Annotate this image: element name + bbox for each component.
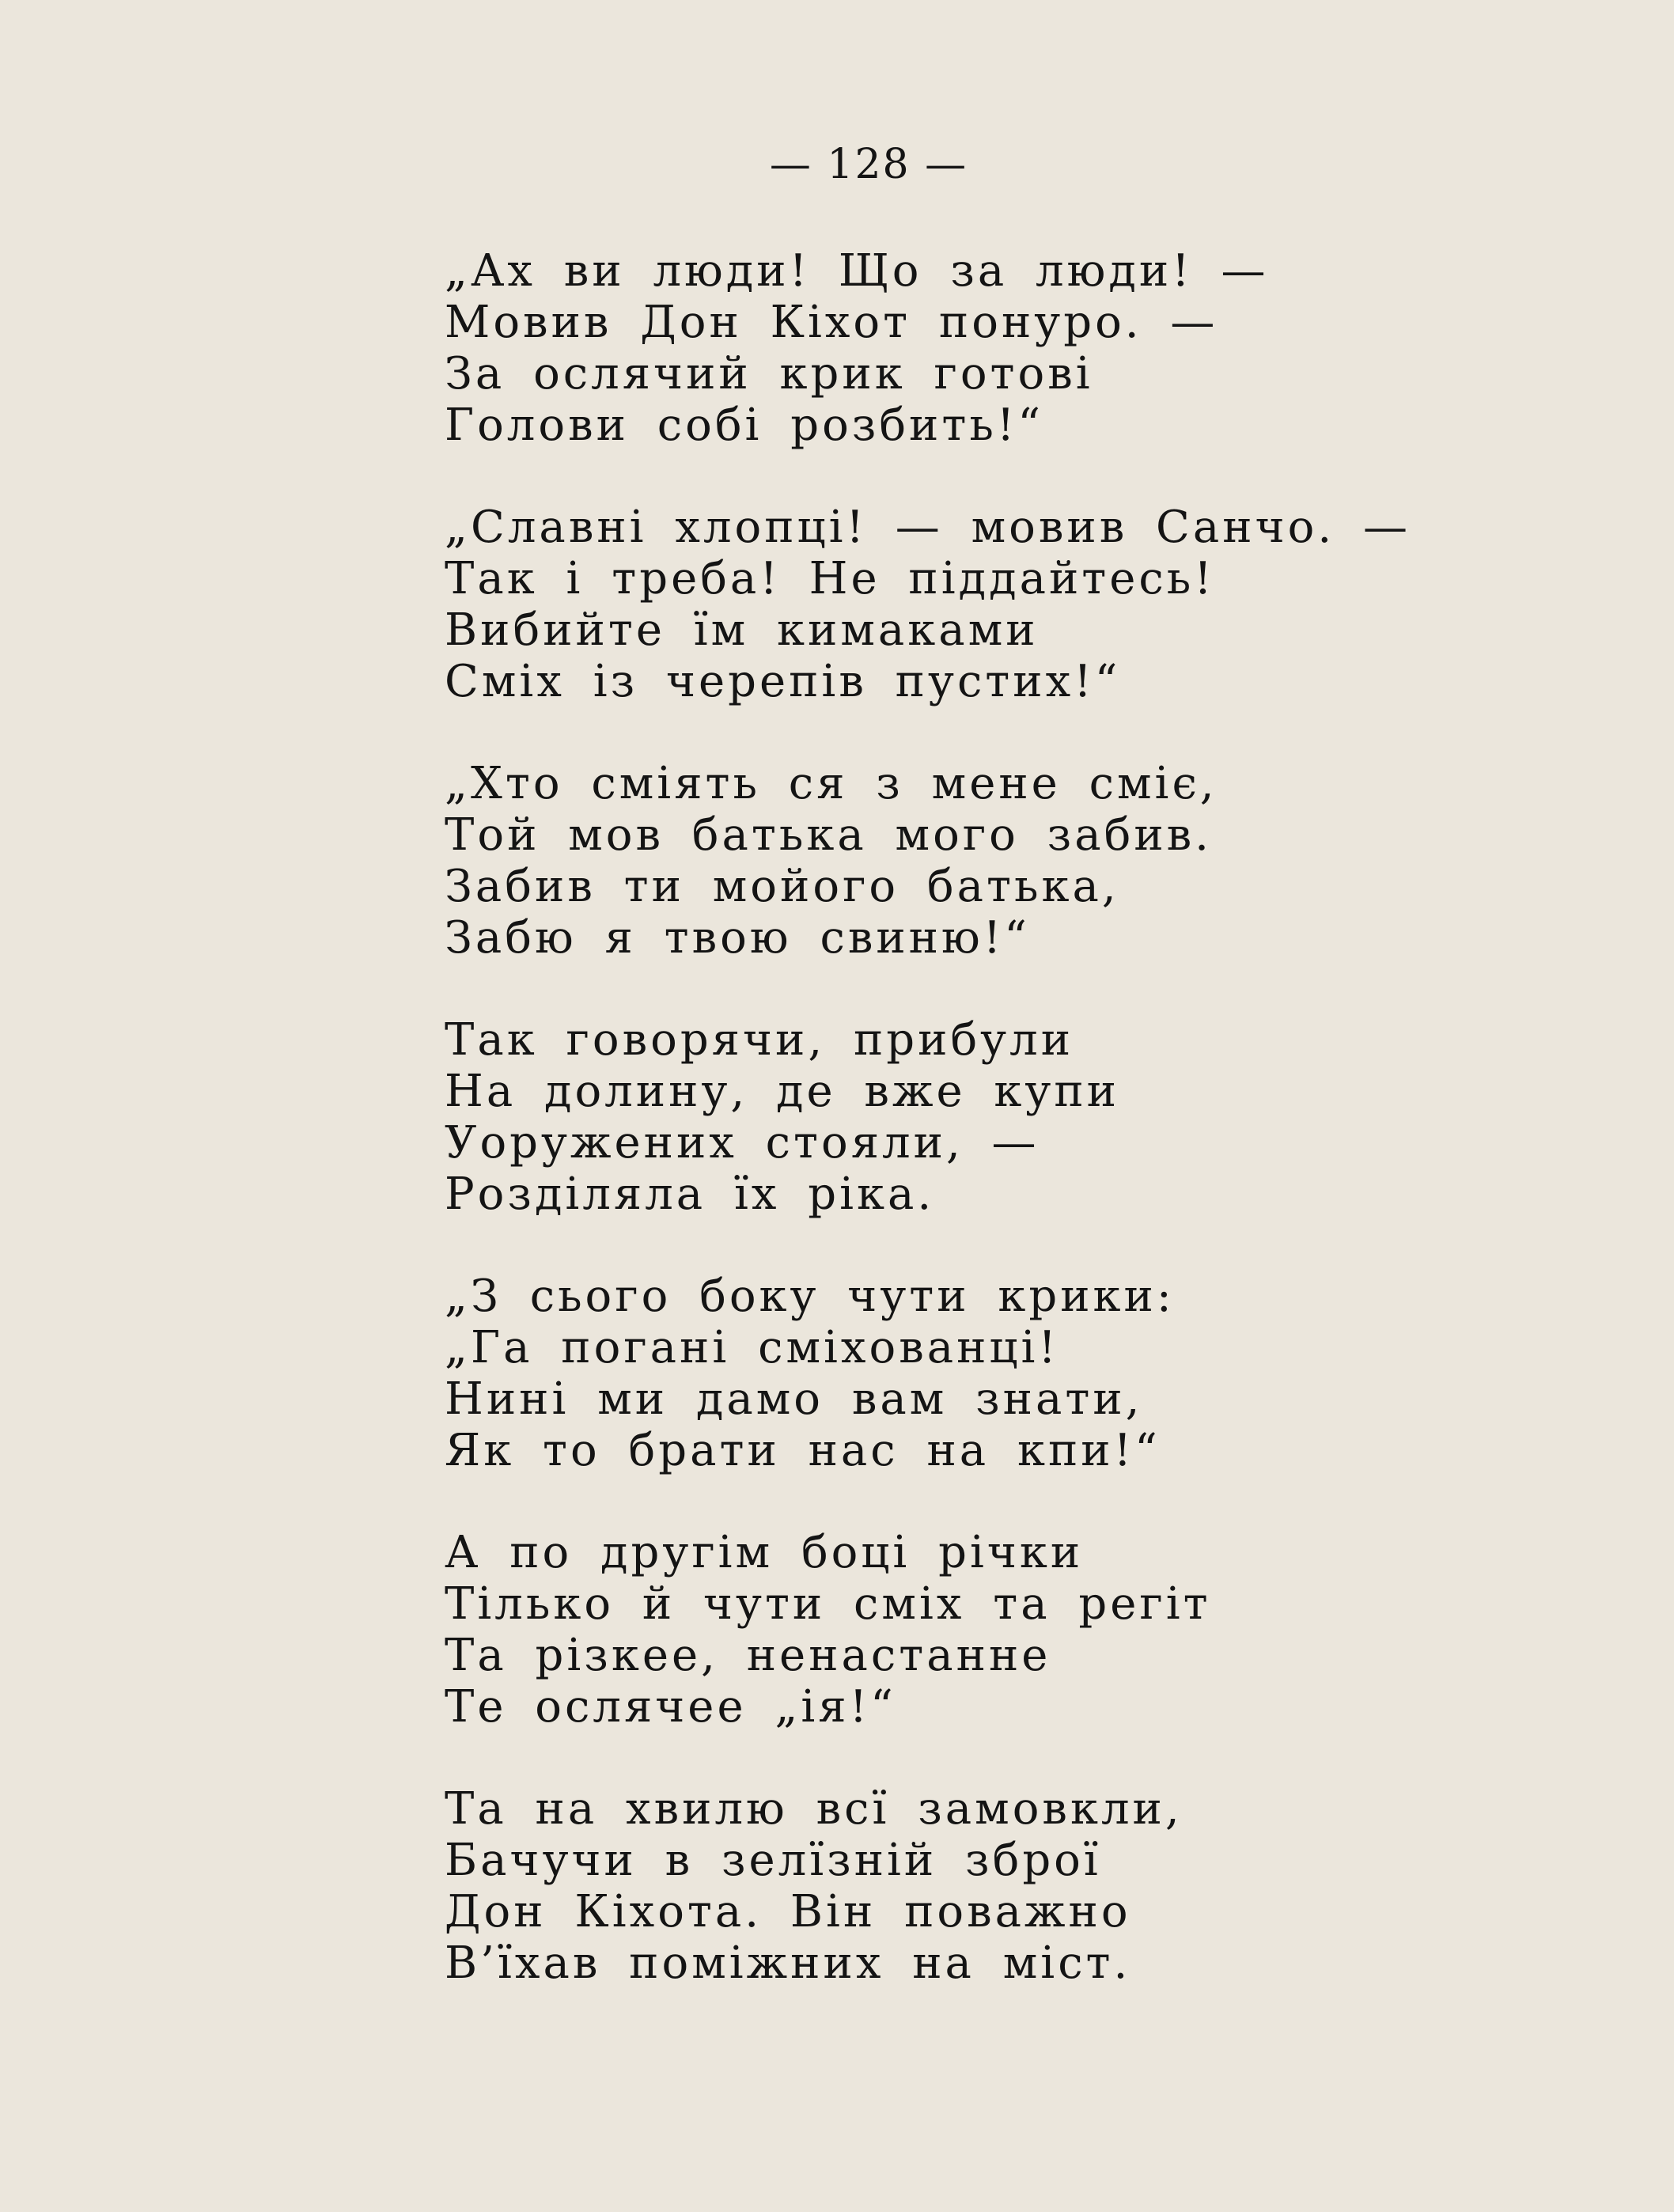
- verse-line: Мовив Дон Кіхот понуро. —: [445, 297, 1218, 348]
- verse-line: Уоружених стояли, —: [445, 1117, 1040, 1168]
- verse-line: Те ослячее „ія!“: [445, 1681, 896, 1733]
- verse-line: Бачучи в зелїзній зброї: [445, 1835, 1101, 1886]
- verse-line: Голови собі розбить!“: [445, 400, 1043, 451]
- verse-line: „Славні хлопці! — мовив Санчо. —: [445, 502, 1411, 553]
- verse-line: Так і треба! Не піддайтесь!: [445, 553, 1215, 604]
- verse-line: Вибийте їм кимаками: [445, 604, 1039, 656]
- verse-line: Сміх із черепів пустих!“: [445, 656, 1121, 707]
- stanza-1: [445, 245, 1473, 451]
- stanza-6: [445, 1527, 1473, 1733]
- verse-line: За ослячий крик готові: [445, 348, 1093, 400]
- verse-line: Як то брати нас на кпи!“: [445, 1425, 1161, 1476]
- stanza-2: [445, 502, 1473, 707]
- verse-line: На долину, де вже купи: [445, 1066, 1119, 1117]
- verse-line: Забив ти мойого батька,: [445, 861, 1119, 912]
- verse-line: Тілько й чути сміх та регіт: [445, 1578, 1211, 1630]
- verse-line: Дон Кіхота. Він поважно: [445, 1886, 1131, 1937]
- stanza-4: [445, 1014, 1473, 1220]
- verse-line: Так говорячи, прибули: [445, 1014, 1074, 1066]
- verse-line: В’їхав поміжних на міст.: [445, 1937, 1131, 1989]
- verse-line: „З сього боку чути крики:: [445, 1271, 1175, 1322]
- stanza-7: [445, 1783, 1473, 1989]
- verse-line: А по другім боці річки: [445, 1527, 1084, 1578]
- poem: [445, 245, 1473, 2040]
- verse-line: Та на хвилю всї замовкли,: [445, 1783, 1183, 1835]
- stanza-5: [445, 1271, 1473, 1476]
- verse-line: „Хто сміять ся з мене сміє,: [445, 758, 1218, 809]
- verse-line: Забю я твою свиню!“: [445, 912, 1030, 964]
- verse-line: „Га погані сміхованці!: [445, 1322, 1059, 1373]
- verse-line: Той мов батька мого забив.: [445, 809, 1212, 861]
- verse-line: „Ах ви люди! Що за люди! —: [445, 245, 1269, 297]
- verse-line: Нині ми дамо вам знати,: [445, 1373, 1143, 1425]
- verse-line: Розділяла їх ріка.: [445, 1168, 935, 1220]
- verse-line: Та різкее, ненастанне: [445, 1630, 1051, 1681]
- page-number: — 128 —: [769, 141, 968, 188]
- stanza-3: [445, 758, 1473, 964]
